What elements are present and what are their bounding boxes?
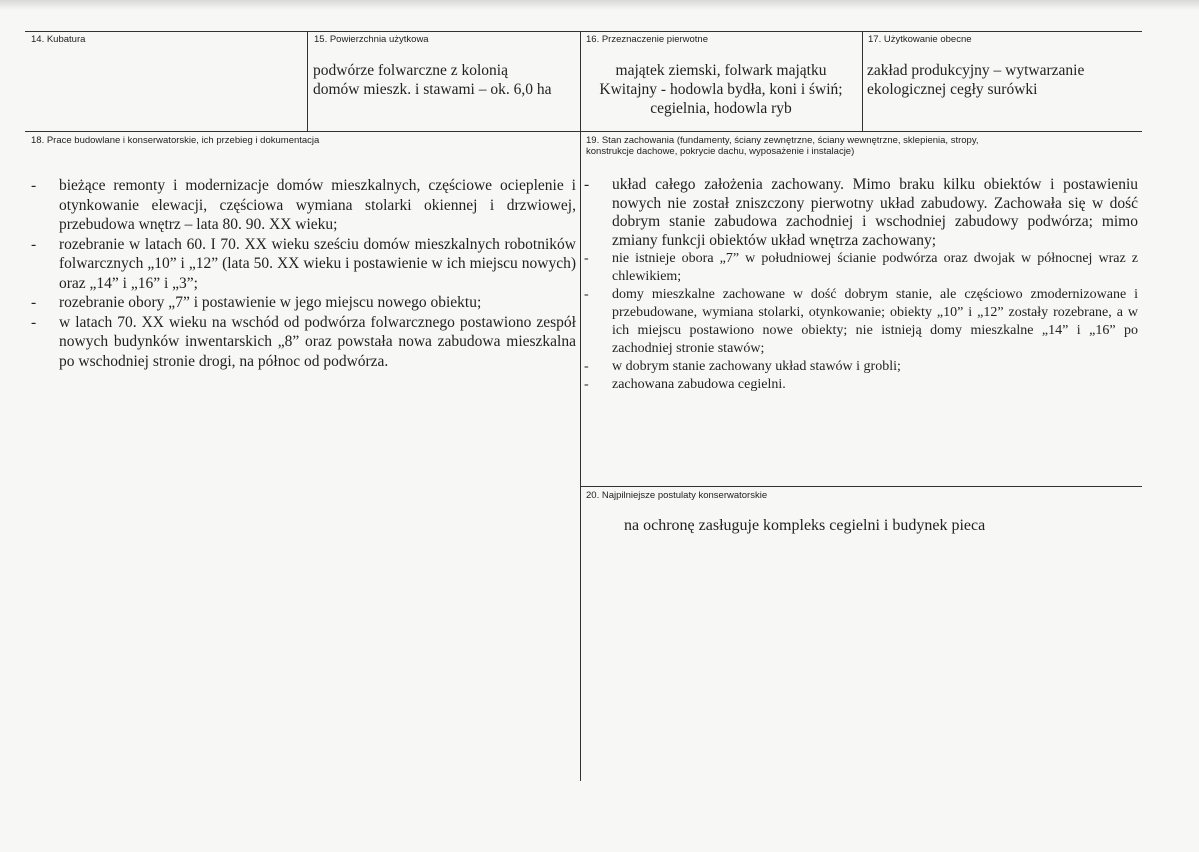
dash-bullet: - — [31, 177, 37, 194]
dash-bullet: - — [584, 176, 590, 193]
form-mid-rule — [25, 131, 1142, 132]
list-item — [31, 235, 576, 294]
field-16-value-line: cegielnia, hodowla ryb — [650, 100, 792, 117]
list-item — [584, 376, 1138, 394]
field-18-list — [31, 176, 576, 371]
list-item — [584, 286, 1138, 358]
dash-bullet: - — [31, 294, 37, 311]
list-item — [31, 176, 576, 235]
field-20-label: 20. Najpilniejsze postulaty konserwatorskie — [586, 490, 768, 501]
field-14-label: 14. Kubatura — [31, 34, 86, 45]
dash-bullet: - — [584, 377, 589, 392]
field-16-value — [581, 61, 861, 118]
field-19-label-line: 19. Stan zachowania (fundamenty, ściany zewnętrzne, ściany wewnętrzne, sklepienia, stropy, — [586, 135, 979, 146]
field-15-label: 15. Powierzchnia użytkowa — [314, 34, 429, 45]
list-item-text: zachowana zabudowa cegielni. — [612, 377, 786, 392]
list-item — [584, 250, 1138, 286]
field-15-value — [313, 61, 578, 99]
field-17-label: 17. Użytkowanie obecne — [868, 34, 972, 45]
field-19-list — [584, 176, 1138, 394]
field-17-value — [867, 61, 1137, 99]
dash-bullet: - — [584, 287, 589, 302]
list-item-text: domy mieszkalne zachowane w dość dobrym stanie, ale częściowo zmodernizowane i przebudowane, wymiana stolarki, otynkowanie; obiekty „10” i „12” zostały rozebrane, a w ich miejscu postawiono nowe obiekty; nie istnieją domy mieszkalne „14” i „16” po zachodniej stronie stawów; — [612, 287, 1138, 356]
field-16-value-line: majątek ziemski, folwark majątku — [615, 62, 827, 79]
section-19-20-rule — [580, 486, 1142, 487]
dash-bullet: - — [31, 313, 37, 331]
field-16-label: 16. Przeznaczenie pierwotne — [586, 34, 708, 45]
field-15-value-line: podwórze folwarczne z kolonią — [313, 62, 508, 79]
list-item — [584, 358, 1138, 376]
field-16-value-line: Kwitajny - hodowla bydła, koni i świń; — [599, 81, 843, 98]
dash-bullet: - — [584, 359, 589, 374]
dash-bullet: - — [584, 251, 589, 266]
list-item-text: w latach 70. XX wieku na wschód od podwórza folwarcznego postawiono zespół nowych budynków inwentarskich „8” oraz powstała nowa zabudowa mieszkalna po wschodniej stronie drogi, na północ od podwórza. — [59, 313, 576, 370]
form-top-rule — [25, 31, 1142, 32]
list-item-text: układ całego założenia zachowany. Mimo braku kilku obiektów i postawieniu nowych nie został zniszczony pierwotny układ zabudowy. Zachowała się w dość dobrym stanie zabudowa zachodniej i wschodniej zabudowy podwórza; mimo zmiany funkcji obiektów układ wnętrza zachowany; — [612, 176, 1138, 249]
list-item-text: w dobrym stanie zachowany układ stawów i grobli; — [612, 359, 901, 374]
field-19-label — [586, 135, 979, 157]
field-17-value-line: zakład produkcyjny – wytwarzanie — [867, 62, 1085, 79]
list-item — [31, 313, 576, 372]
list-item-text: rozebranie w latach 60. I 70. XX wieku sześciu domów mieszkalnych robotników folwarcznych „10” i „12” (lata 50. XX wieku i postawienie w ich miejscu nowych) oraz „14” i „16” i „3”; — [59, 235, 576, 292]
list-item — [584, 176, 1138, 250]
field-17-value-line: ekologicznej cegły surówki — [867, 81, 1038, 98]
field-18-label: 18. Prace budowlane i konserwatorskie, ich przebieg i dokumentacja — [31, 135, 320, 146]
dash-bullet: - — [31, 235, 37, 253]
scan-edge — [0, 0, 1199, 10]
field-19-label-line: konstrukcje dachowe, pokrycie dachu, wyposażenie i instalacje) — [586, 146, 855, 157]
divider-16-17 — [862, 31, 863, 131]
list-item-text: nie istnieje obora „7” w południowej ścianie podwórza oraz dwojak w północnej wraz z chlewikiem; — [612, 251, 1138, 284]
list-item — [31, 293, 576, 313]
divider-14-15 — [307, 31, 308, 131]
divider-15-16 — [580, 31, 581, 781]
field-15-value-line: domów mieszk. i stawami – ok. 6,0 ha — [313, 81, 552, 98]
list-item-text: rozebranie obory „7” i postawienie w jego miejscu nowego obiektu; — [59, 294, 482, 311]
field-20-value: na ochronę zasługuje kompleks cegielni i budynek pieca — [624, 517, 986, 534]
list-item-text: bieżące remonty i modernizacje domów mieszkalnych, częściowe ocieplenie i otynkowanie elewacji, częściowa wymiana stolarki okiennej i drzwiowej, przebudowa wnętrz – lata 80. 90. XX wieku; — [59, 177, 576, 233]
